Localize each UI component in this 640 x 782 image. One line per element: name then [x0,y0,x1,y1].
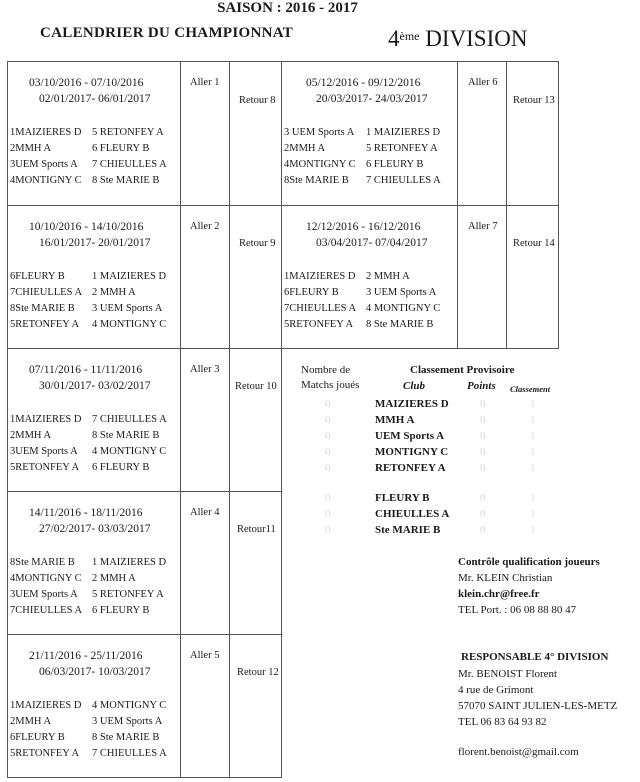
round-retour-label: Retour 13 [513,95,555,106]
match-home-team: 1MAIZIERES D [10,700,82,711]
col-club-header: Club [403,380,426,392]
round-date-aller: 10/10/2016 - 14/10/2016 [29,221,144,233]
standings-rank: 1 [530,430,536,442]
match-away-team: 6 FLEURY B [92,462,150,473]
page-title: CALENDRIER DU CHAMPIONNAT [40,25,294,41]
season-title: SAISON : 2016 - 2017 [217,0,358,16]
match-away-team: 4 MONTIGNY C [92,700,167,711]
standings-points: 0 [480,462,486,474]
standings-played: 0 [325,492,331,504]
responsible-phone: TEL 06 83 64 93 82 [458,716,547,728]
match-away-team: 4 MONTIGNY C [366,303,441,314]
standings-played: 0 [325,524,331,536]
round-date-aller: 07/11/2016 - 11/11/2016 [29,364,143,376]
match-home-team: 8Ste MARIE B [10,557,75,568]
standings-rank: 1 [530,524,536,536]
round-retour-label: Retour 14 [513,238,555,249]
match-home-team: 1MAIZIERES D [284,271,356,282]
qualification-phone: TEL Port. : 06 08 88 80 47 [458,604,577,616]
divider [506,61,507,349]
standings-played: 0 [325,414,331,426]
standings-rank: 1 [530,414,536,426]
responsible-address1: 4 rue de Grimont [458,684,534,696]
standings-points: 0 [480,414,486,426]
match-away-team: 2 MMH A [366,271,410,282]
round-aller-label: Aller 4 [190,507,220,518]
round-aller-label: Aller 5 [190,650,220,661]
standings-club: RETONFEY A [375,462,446,474]
standings-title: Classement Provisoire [410,364,515,376]
division-number: 4 [388,26,400,51]
division-sup: ème [399,29,420,43]
match-home-team: 6FLEURY B [10,732,65,743]
divider [281,205,559,206]
round-date-aller: 03/10/2016 - 07/10/2016 [29,77,144,89]
standings-club: CHIEULLES A [375,508,450,520]
standings-club: MMH A [375,414,415,426]
match-away-team: 2 MMH A [92,573,136,584]
match-home-team: 7CHIEULLES A [284,303,357,314]
match-home-team: 7CHIEULLES A [10,287,83,298]
standings-points: 0 [480,524,486,536]
match-home-team: 7CHIEULLES A [10,605,83,616]
match-away-team: 8 Ste MARIE B [92,732,160,743]
match-away-team: 7 CHIEULLES A [366,175,441,186]
match-home-team: 6FLEURY B [10,271,65,282]
responsible-address2: 57070 SAINT JULIEN-LES-METZ [458,700,618,712]
match-away-team: 1 MAIZIERES D [92,557,167,568]
round-aller-label: Aller 1 [190,77,220,88]
responsible-email[interactable]: florent.benoist@gmail.com [458,746,579,758]
match-home-team: 2MMH A [284,143,326,154]
qualification-name: Mr. KLEIN Christian [458,572,553,584]
match-away-team: 8 Ste MARIE B [92,175,160,186]
standings-points: 0 [480,492,486,504]
standings-club: FLEURY B [375,492,430,504]
col-points-header: Points [467,380,496,392]
responsible-name: Mr. BENOIST Florent [458,668,558,680]
match-home-team: 2MMH A [10,716,52,727]
round-date-retour: 27/02/2017- 03/03/2017 [39,523,151,535]
match-away-team: 8 Ste MARIE B [366,319,434,330]
round-aller-label: Aller 2 [190,221,220,232]
standings-rank: 1 [530,508,536,520]
qualification-email[interactable]: klein.chr@free.fr [458,588,540,600]
match-away-team: 5 RETONFEY A [92,589,164,600]
match-away-team: 3 UEM Sports A [92,303,163,314]
standings-rank: 1 [530,398,536,410]
match-home-team: 6FLEURY B [284,287,339,298]
match-home-team: 1MAIZIERES D [10,127,82,138]
round-retour-label: Retour11 [237,524,276,535]
round-date-aller: 05/12/2016 - 09/12/2016 [306,77,421,89]
round-retour-label: Retour 10 [235,381,277,392]
round-aller-label: Aller 6 [468,77,498,88]
match-home-team: 4MONTIGNY C [10,175,82,186]
match-home-team: 5RETONFEY A [10,748,80,759]
standings-club: Ste MARIE B [375,524,441,536]
match-away-team: 5 RETONFEY A [92,127,164,138]
match-away-team: 1 MAIZIERES D [366,127,441,138]
match-away-team: 1 MAIZIERES D [92,271,167,282]
round-date-aller: 12/12/2016 - 16/12/2016 [306,221,421,233]
standings-rank: 1 [530,492,536,504]
round-retour-label: Retour 9 [239,238,276,249]
standings-points: 0 [480,508,486,520]
divider [7,348,282,349]
match-away-team: 4 MONTIGNY C [92,319,167,330]
round-date-aller: 14/11/2016 - 18/11/2016 [29,507,143,519]
round-date-retour: 30/01/2017- 03/02/2017 [39,380,151,392]
match-home-team: 1MAIZIERES D [10,414,82,425]
match-home-team: 3UEM Sports A [10,446,78,457]
divider [180,61,181,778]
match-home-team: 5RETONFEY A [10,319,80,330]
match-away-team: 5 RETONFEY A [366,143,438,154]
divider [7,205,282,206]
match-away-team: 7 CHIEULLES A [92,748,167,759]
match-home-team: 8Ste MARIE B [284,175,349,186]
standings-played: 0 [325,508,331,520]
standings-rank: 1 [530,446,536,458]
round-retour-label: Retour 8 [239,95,276,106]
col-rank-header: Classement [510,384,551,394]
match-home-team: 2MMH A [10,430,52,441]
match-away-team: 6 FLEURY B [366,159,424,170]
match-away-team: 7 CHIEULLES A [92,159,167,170]
standings-points: 0 [480,398,486,410]
responsible-title: RESPONSABLE 4° DIVISION [461,651,609,663]
match-home-team: 8Ste MARIE B [10,303,75,314]
match-away-team: 7 CHIEULLES A [92,414,167,425]
divider [7,634,282,635]
match-away-team: 3 UEM Sports A [366,287,437,298]
match-home-team: 3UEM Sports A [10,159,78,170]
match-away-team: 6 FLEURY B [92,143,150,154]
standings-points: 0 [480,430,486,442]
standings-played: 0 [325,446,331,458]
standings-club: UEM Sports A [375,430,445,442]
match-home-team: 5RETONFEY A [284,319,354,330]
divider [457,61,458,349]
round-date-retour: 16/01/2017- 20/01/2017 [39,237,151,249]
round-date-retour: 06/03/2017- 10/03/2017 [39,666,151,678]
round-date-retour: 20/03/2017- 24/03/2017 [316,93,428,105]
division-label [388,26,527,52]
match-away-team: 4 MONTIGNY C [92,446,167,457]
division-word: DIVISION [419,26,528,51]
standings-played: 0 [325,398,331,410]
standings-played: 0 [325,430,331,442]
standings-points: 0 [480,446,486,458]
divider [7,491,282,492]
round-retour-label: Retour 12 [237,667,279,678]
match-home-team: 4MONTIGNY C [284,159,356,170]
round-date-retour: 03/04/2017- 07/04/2017 [316,237,428,249]
matches-label-2: Matchs joués [301,379,360,391]
divider [229,61,230,778]
match-home-team: 5RETONFEY A [10,462,80,473]
round-aller-label: Aller 3 [190,364,220,375]
standings-rank: 1 [530,462,536,474]
round-date-retour: 02/01/2017- 06/01/2017 [39,93,151,105]
match-away-team: 6 FLEURY B [92,605,150,616]
match-home-team: 3UEM Sports A [10,589,78,600]
match-away-team: 3 UEM Sports A [92,716,163,727]
standings-club: MAIZIERES D [375,398,449,410]
matches-label-1: Nombre de [301,364,351,376]
standings-played: 0 [325,462,331,474]
match-home-team: 3 UEM Sports A [284,127,355,138]
match-away-team: 2 MMH A [92,287,136,298]
match-home-team: 4MONTIGNY C [10,573,82,584]
round-date-aller: 21/11/2016 - 25/11/2016 [29,650,143,662]
standings-club: MONTIGNY C [375,446,449,458]
qualification-title: Contrôle qualification joueurs [458,556,600,568]
round-aller-label: Aller 7 [468,221,498,232]
match-away-team: 8 Ste MARIE B [92,430,160,441]
match-home-team: 2MMH A [10,143,52,154]
